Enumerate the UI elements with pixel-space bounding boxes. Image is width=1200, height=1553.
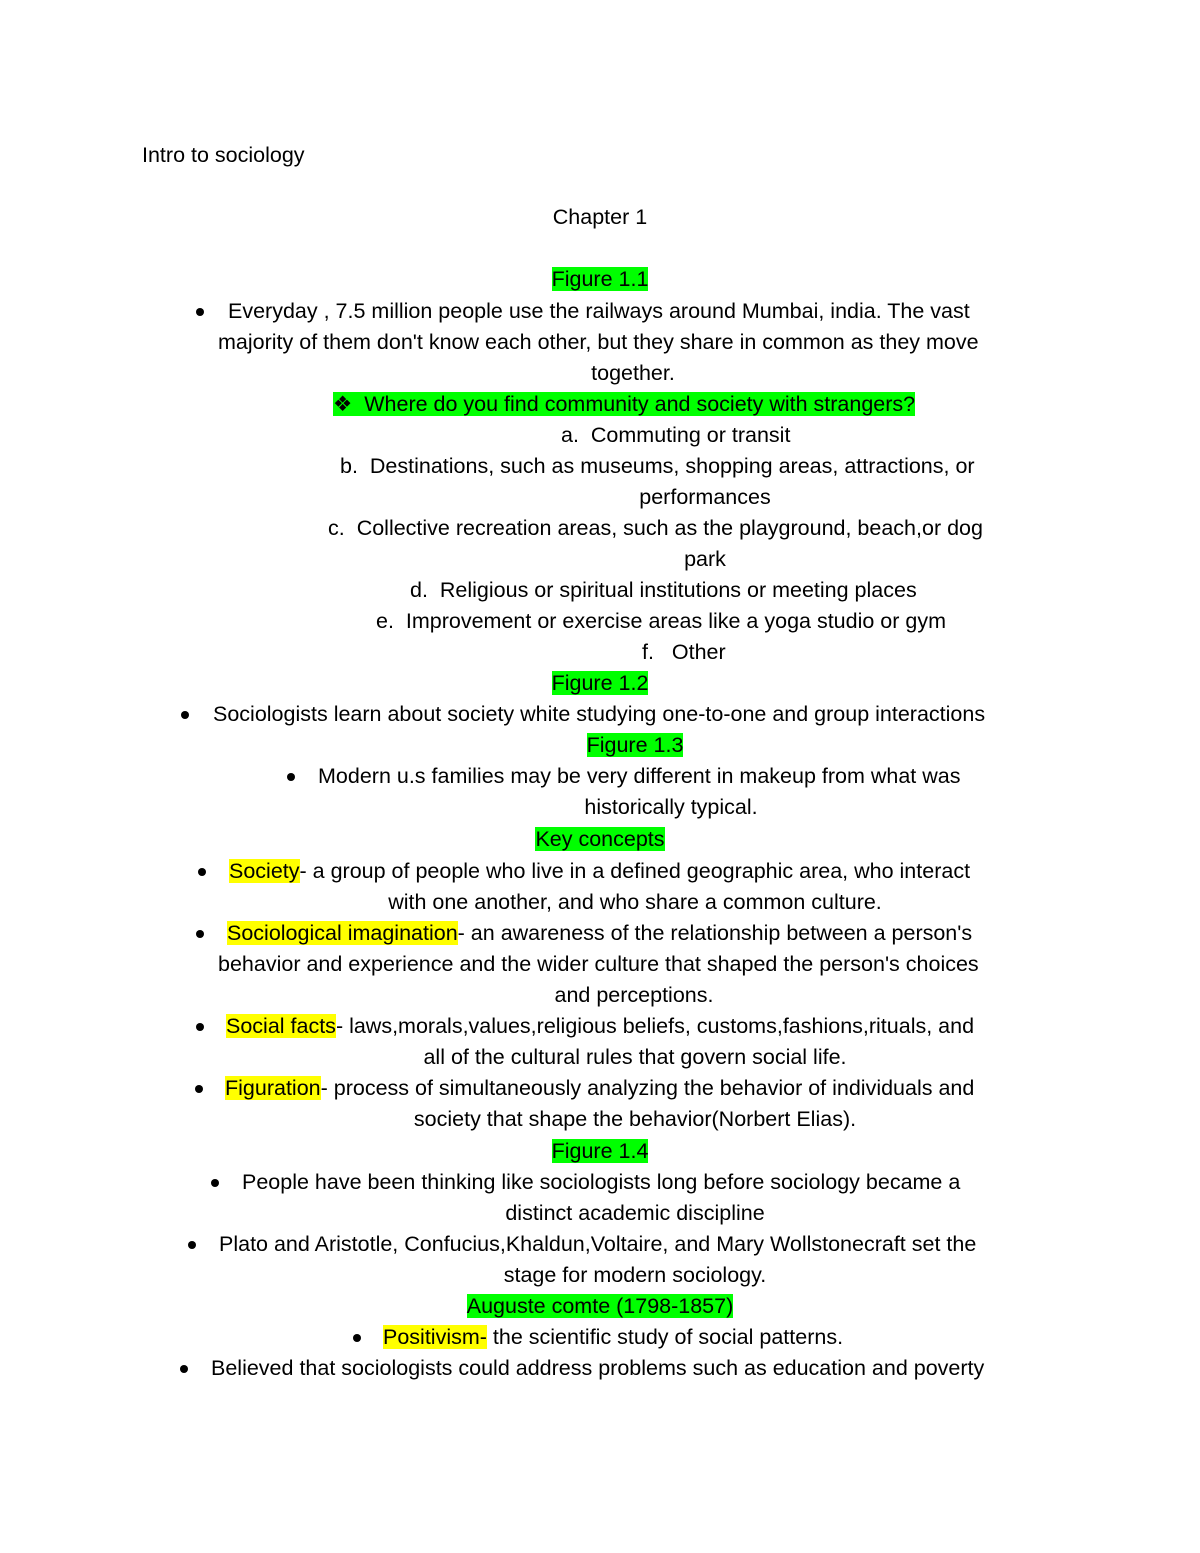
bullet-dot [198,868,206,876]
social-facts-line1 [226,1011,974,1042]
society-line1 [229,856,970,887]
comte-label: Auguste comte (1798-1857) [466,1294,734,1318]
option-text: Other [671,640,726,664]
fig14-bullet1-line2: distinct academic discipline [505,1201,765,1225]
socio-imagination-line1 [227,918,972,949]
society-line2: with one another, and who share a common culture. [388,890,882,914]
fig13-bullet-line2: historically typical. [584,795,758,819]
figure-1-2-heading [0,668,1200,699]
figure-1-3-heading [0,730,1200,761]
fig14-bullet1-line1: People have been thinking like sociologists long before sociology became a [242,1170,961,1194]
question-text: Where do you find community and society with strangers? [364,392,916,416]
option-marker: b. [340,454,358,478]
figure-1-1-heading [0,264,1200,295]
option-marker: f. [642,640,654,664]
option-d [410,575,917,606]
option-f [642,637,726,668]
definition-text: - an awareness of the relationship between a person's [457,921,973,945]
figuration-line1 [225,1073,974,1104]
option-b-cont: performances [639,485,771,509]
option-marker: e. [376,609,394,633]
option-text: Commuting or transit [590,423,791,447]
definition-text: - laws,morals,values,religious beliefs, customs,fashions,rituals, and [335,1014,975,1038]
fig14-bullet2-line1: Plato and Aristotle, Confucius,Khaldun,Voltaire, and Mary Wollstonecraft set the [219,1232,977,1256]
fig13-bullet-line1: Modern u.s families may be very different in makeup from what was [318,764,961,788]
bullet-dot [180,1365,188,1373]
fig11-bullet-line2: majority of them don't know each other, but they share in common as they move [218,330,979,354]
figure-1-3-label: Figure 1.3 [586,733,684,757]
option-a [561,420,790,451]
key-concepts-heading [0,824,1200,855]
option-text: Collective recreation areas, such as the playground, beach,or dog [356,516,983,540]
option-text: Improvement or exercise areas like a yoga studio or gym [405,609,947,633]
option-c-cont: park [684,547,726,571]
comte-heading [0,1291,1200,1322]
fig11-bullet-line1: Everyday , 7.5 million people use the railways around Mumbai, india. The vast [228,299,970,323]
bullet-dot [211,1179,219,1187]
option-marker: d. [410,578,428,602]
key-concepts-label: Key concepts [535,827,665,851]
fig12-bullet: Sociologists learn about society white studying one-to-one and group interactions [213,702,986,726]
comte-bullet: Believed that sociologists could address problems such as education and poverty [211,1356,985,1380]
positivism-line [383,1322,843,1353]
fig14-bullet2-line2: stage for modern sociology. [503,1263,767,1287]
option-marker: a. [561,423,579,447]
option-marker: c. [328,516,345,540]
social-facts-line2: all of the cultural rules that govern social life. [423,1045,847,1069]
term-social-facts: Social facts [226,1014,336,1038]
question-highlight [333,392,915,416]
diamond-bullet-icon: ❖ [333,392,353,416]
question-line [333,389,915,420]
socio-imagination-line3: and perceptions. [554,983,714,1007]
term-society: Society [229,859,300,883]
option-text: Religious or spiritual institutions or meeting places [439,578,917,602]
bullet-dot [196,1023,204,1031]
bullet-dot [196,308,204,316]
figure-1-1-label: Figure 1.1 [551,267,649,291]
bullet-dot [196,930,204,938]
definition-text: the scientific study of social patterns. [486,1325,844,1349]
option-e [376,606,946,637]
bullet-dot [195,1085,203,1093]
term-figuration: Figuration [225,1076,321,1100]
figure-1-4-heading [0,1136,1200,1167]
definition-text: - a group of people who live in a defined geographic area, who interact [299,859,971,883]
bullet-dot [353,1334,361,1342]
option-text: Destinations, such as museums, shopping areas, attractions, or [369,454,975,478]
option-b [340,451,975,482]
fig11-bullet-line3: together. [591,361,675,385]
chapter-heading: Chapter 1 [552,205,648,229]
bullet-dot [287,773,295,781]
figure-1-4-label: Figure 1.4 [551,1139,649,1163]
term-sociological-imagination: Sociological imagination [227,921,458,945]
bullet-dot [181,711,189,719]
figuration-line2: society that shape the behavior(Norbert Elias). [413,1107,857,1131]
document-title: Intro to sociology [142,143,305,167]
option-c [328,513,983,544]
bullet-dot [188,1241,196,1249]
term-positivism: Positivism- [383,1325,487,1349]
figure-1-2-label: Figure 1.2 [551,671,649,695]
socio-imagination-line2: behavior and experience and the wider culture that shaped the person's choices [218,952,979,976]
definition-text: - process of simultaneously analyzing the behavior of individuals and [320,1076,975,1100]
